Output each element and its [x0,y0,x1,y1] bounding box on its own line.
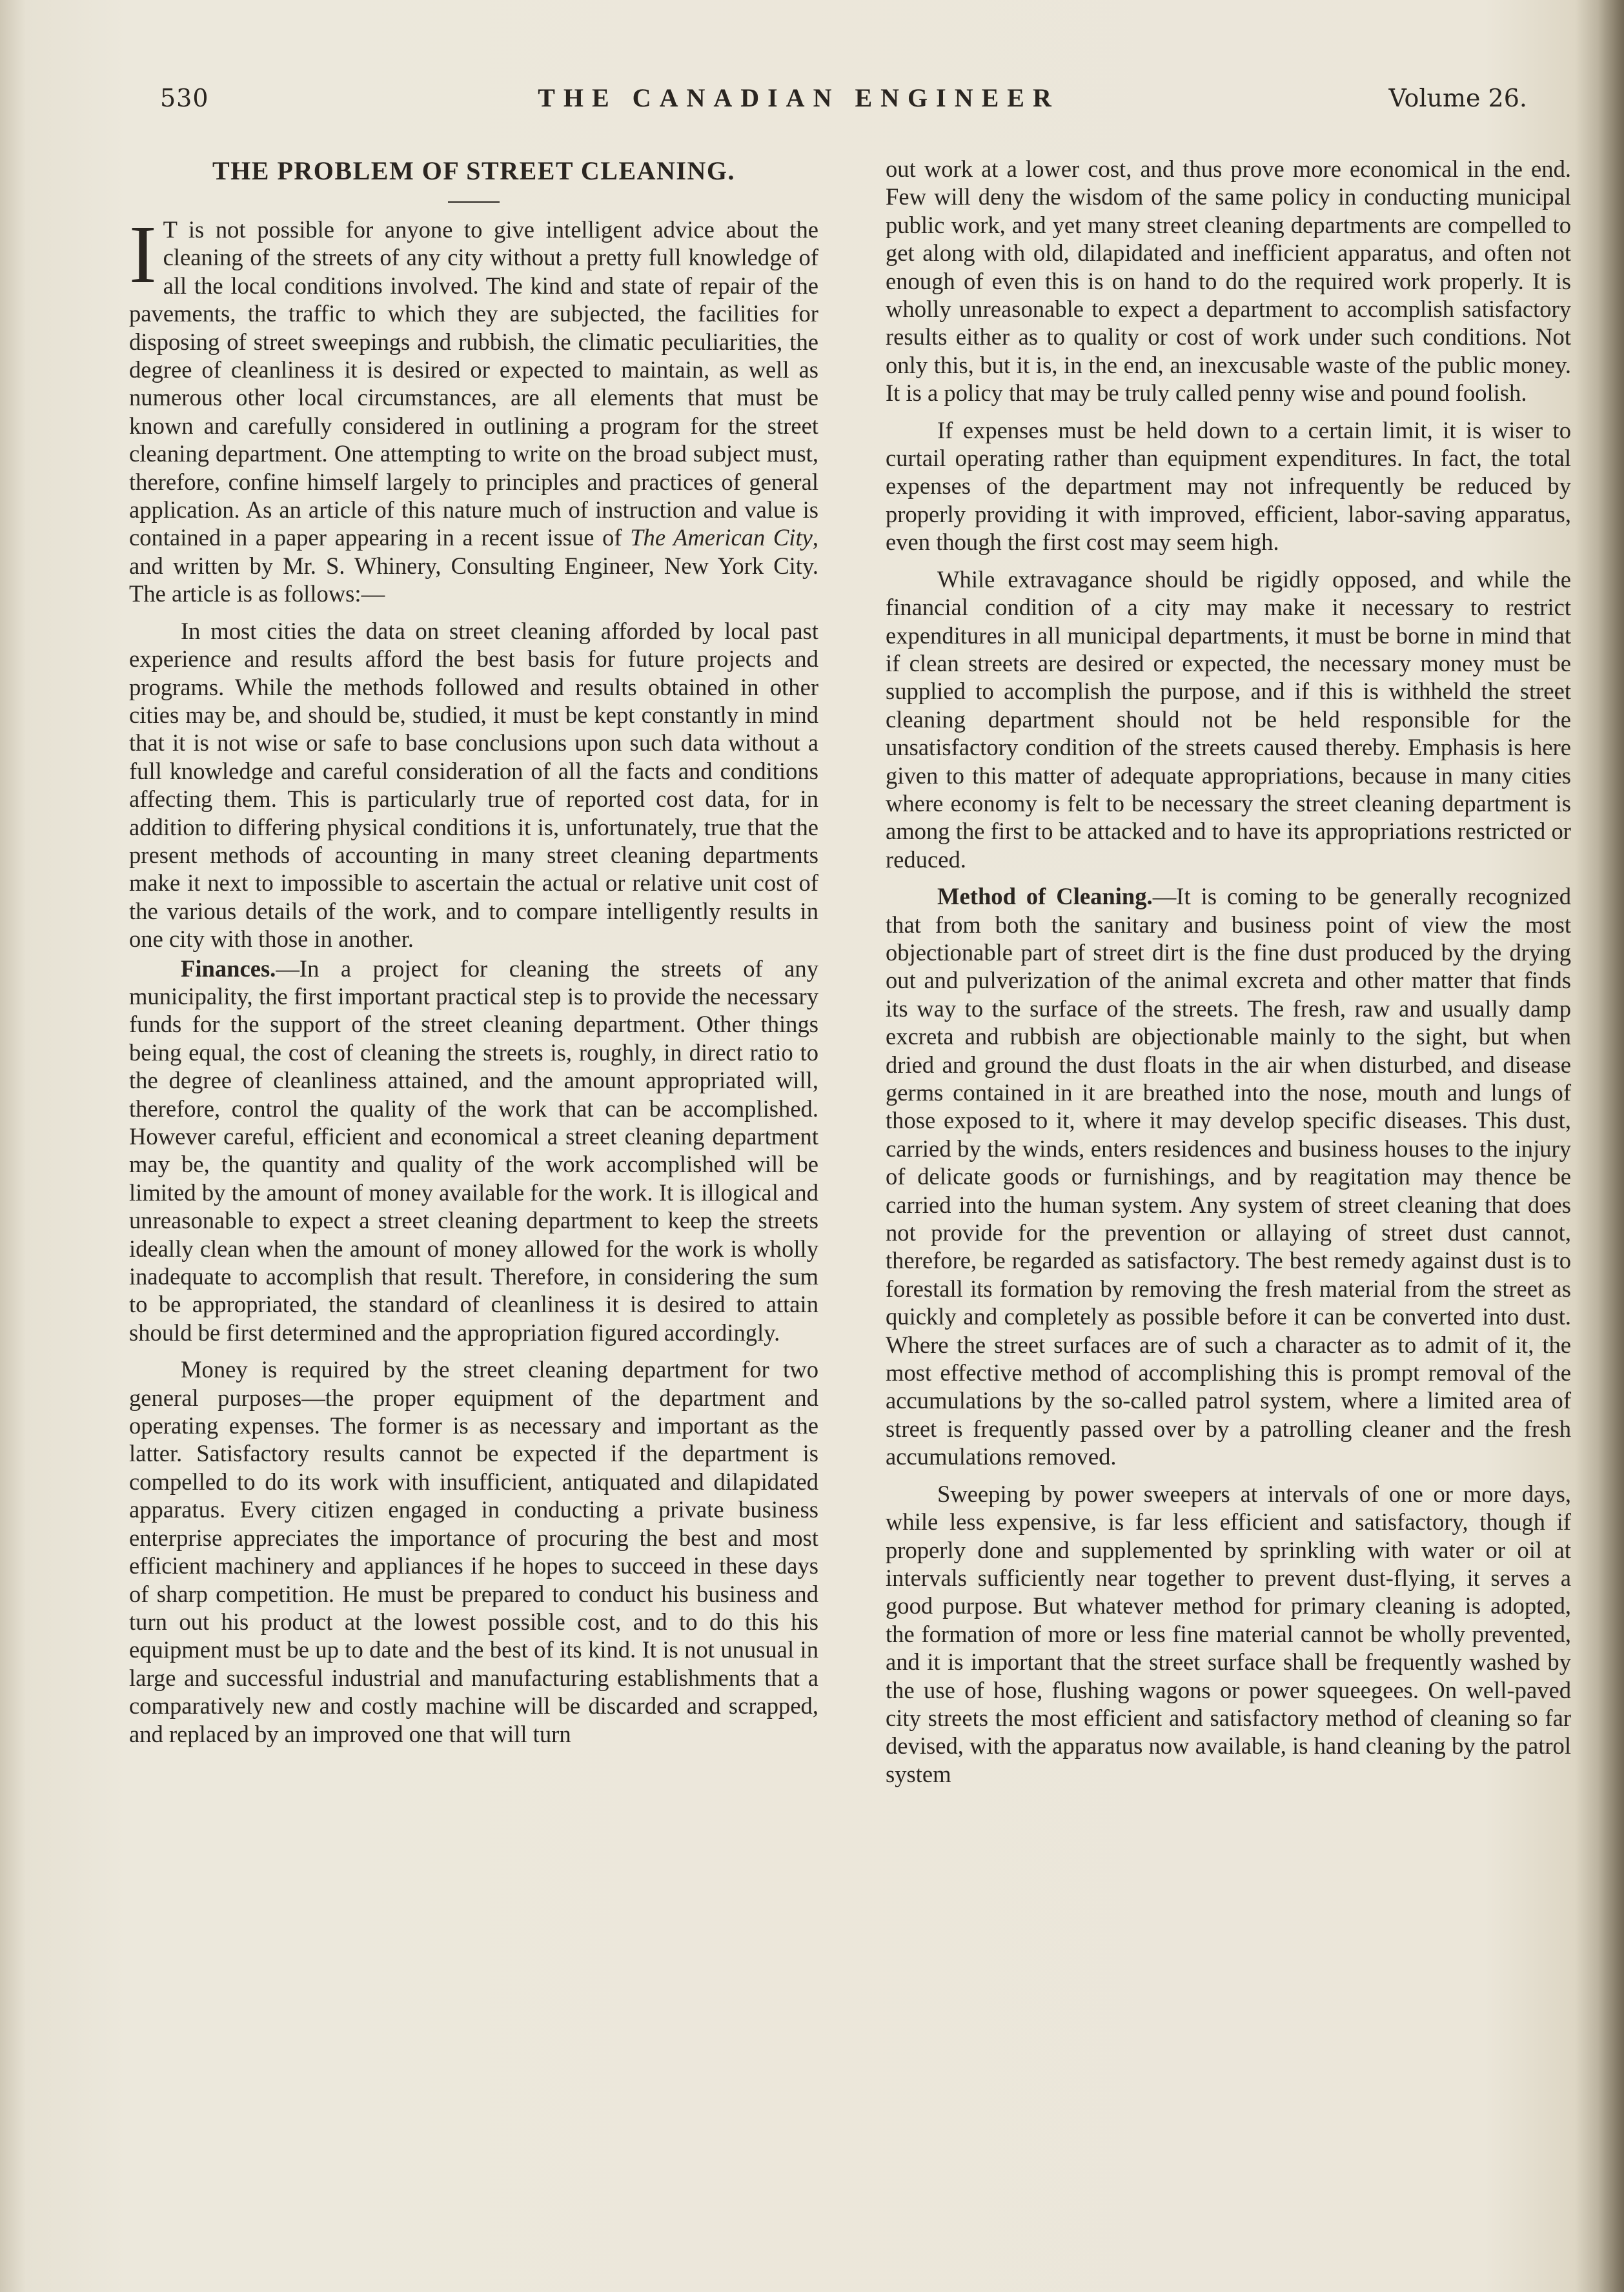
paragraph-expenses: If expenses must be held down to a certain limit, it is wiser to curtail operating rather than equipment expenditures. In fact, the total expenses of the department may not infrequently be reduced by properly providing it with improved, efficient, labor-saving apparatus, even though the first cost may seem high. [886,416,1571,556]
finances-heading: Finances. [181,955,276,982]
volume-label: Volume 26. [1388,84,1527,112]
method-heading: Method of Cleaning. [937,883,1153,910]
paragraph-finances [129,955,818,1347]
right-column [886,155,1571,1789]
binding-shadow [1598,0,1624,2292]
page-number: 530 [160,84,209,112]
left-column [129,155,818,1749]
paragraph-data: In most cities the data on street cleaning afforded by local past experience and results afford the best basis for future projects and programs. While the methods followed and results obtained in other cities may be, and should be, studied, it must be kept constantly in mind that it is not wise or safe to base conclusions upon such data without a full knowledge and careful consideration of all the facts and conditions affecting them. This is particularly true of reported cost data, for in addition to differing physical conditions it is, unfortunately, true that the present methods of accounting in many street cleaning departments make it next to impossible to ascertain the actual or relative unit cost of the various details of the work, and to compare intelligently results in one city with those in another. [129,617,818,953]
drop-cap: I [129,208,157,300]
intro-text: T is not possible for anyone to give intelligent advice about the cleaning of the streets of any city without a pretty full knowledge of all the local conditions involved. The kind and state of repair of the pavements, the traffic to which they are subjected, the facilities for disposing of street sweepings and rubbish, the climatic peculiarities, the degree of cleanliness it is desired or expected to maintain, as well as numerous other local circumstances, are all elements that must be known and carefully considered in outlining a program for the street cleaning department. One attempting to write on the broad subject must, therefore, confine himself largely to principles and practices of general application. As an article of this nature much of instruction and value is contained in a paper appearing in a recent issue of [129,216,818,551]
page-header [160,83,1527,128]
article-title: THE PROBLEM OF STREET CLEANING. [212,156,735,185]
method-text: —It is coming to be generally recognized that from both the sanitary and business point of view the most objectionable part of street dirt is the fine dust produced by the drying out and pulverization of the animal excreta and other matter that finds its way to the surface of the streets. The fresh, raw and usually damp excreta and rubbish are objectionable mainly to the sight, but when dried and ground the dust floats in the air when disturbed, and disease germs contained in it are breathed into the nose, mouth and lungs of those exposed to it, where it may develop specific diseases. This dust, carried by the winds, enters residences and business houses to the injury of delicate goods or furnishings, and by reagitation may thence be carried into the human system. Any system of street cleaning that does not provide for the prevention or allaying of street dust cannot, therefore, be regarded as satisfactory. The best remedy against dust is to forestall its formation by removing the fresh material from the street as quickly and completely as possible before it can be converted into dust. Where the street surfaces are of such a character as to admit of it, the most effective method of accomplishing this is prompt removal of the accumulations by the so-called patrol system, where a limited area of street is frequently passed over by a patrolling cleaner and the fresh accumulations removed. [886,883,1571,1470]
paragraph-extravagance: While extravagance should be rigidly opposed, and while the financial condition of a city may make it necessary to restrict expenditures in all municipal departments, it must be borne in mind that if clean streets are desired or expected, the necessary money must be supplied to accomplish the purpose, and if this is withheld the street cleaning department should not be held responsible for the unsatisfactory condition of the streets caused thereby. Emphasis is here given to this matter of adequate appropriations, because in many cities where economy is felt to be necessary the street cleaning department is among the first to be attacked and to have its appropriations restricted or reduced. [886,565,1571,873]
paragraph-sweeping: Sweeping by power sweepers at intervals of one or more days, while less expensive, is far less efficient and satisfactory, though if properly done and supplemented by sprinkling with water or oil at intervals sufficiently near together to prevent dust-flying, it serves a good purpose. But whatever method for primary cleaning is adopted, the formation of more or less fine material cannot be wholly prevented, and it is important that the street surface shall be frequently washed by the use of hose, flushing wagons or power squeegees. On well-paved city streets the most efficient and satisfactory method of cleaning so far devised, with the apparatus now available, is hand cleaning by the patrol system [886,1480,1571,1787]
finances-text: —In a project for cleaning the streets of any municipality, the first important practical step is to provide the necessary funds for the support of the street cleaning department. Other things being equal, the cost of cleaning the streets is, roughly, in direct ratio to the degree of cleanliness attained, and the amount appropriated will, therefore, control the quality of the work that can be accomplished. However careful, efficient and economical a street cleaning department may be, the quantity and quality of the work accomplished will be limited by the amount of money available for the work. It is illogical and unreasonable to expect a street cleaning department to keep the streets ideally clean when the amount of money allowed for the work is wholly inadequate to accomplish that result. Therefore, in considering the sum to be appropriated, the standard of cleanliness it is desired to attain should be first determined and the appropriation figured accordingly. [129,955,818,1346]
intro-paragraph [129,208,818,608]
intro-publication: The American City [630,524,813,551]
paragraph-money: Money is required by the street cleaning department for two general purposes—the proper equipment of the department and operating expenses. The former is as necessary and important as the latter. Satisfactory results cannot be expected if the department is compelled to do its work with insufficient, antiquated and dilapidated apparatus. Every citizen engaged in conducting a private business enterprise appreciates the importance of procuring the best and most efficient machinery and appliances if he hopes to succeed in these days of sharp competition. He must be prepared to conduct his business and turn out his product at the lowest possible cost, and to do this his equipment must be up to date and the best of its kind. It is not unusual in large and successful industrial and manufacturing establishments that a comparatively new and costly machine will be discarded and scrapped, and replaced by an improved one that will turn [129,1356,818,1747]
paragraph-method [886,882,1571,1471]
intro-text-end: , and written by Mr. S. Whinery, Consulting Engineer, New York City. The article is as follows:— [129,524,818,607]
title-rule [448,201,500,203]
paragraph-continued: out work at a lower cost, and thus prove more economical in the end. Few will deny the wisdom of the same policy in conducting municipal public work, and yet many street cleaning departments are compelled to get along with old, dilapidated and inefficient apparatus, and often not enough of even this is on hand to do the required work properly. It is wholly unreasonable to expect a department to accomplish satisfactory results either as to quality or cost of work under such conditions. Not only this, but it is, in the end, an inexcusable waste of the public money. It is a policy that may be truly called penny wise and pound foolish. [886,156,1571,407]
journal-title: THE CANADIAN ENGINEER [538,83,1060,112]
